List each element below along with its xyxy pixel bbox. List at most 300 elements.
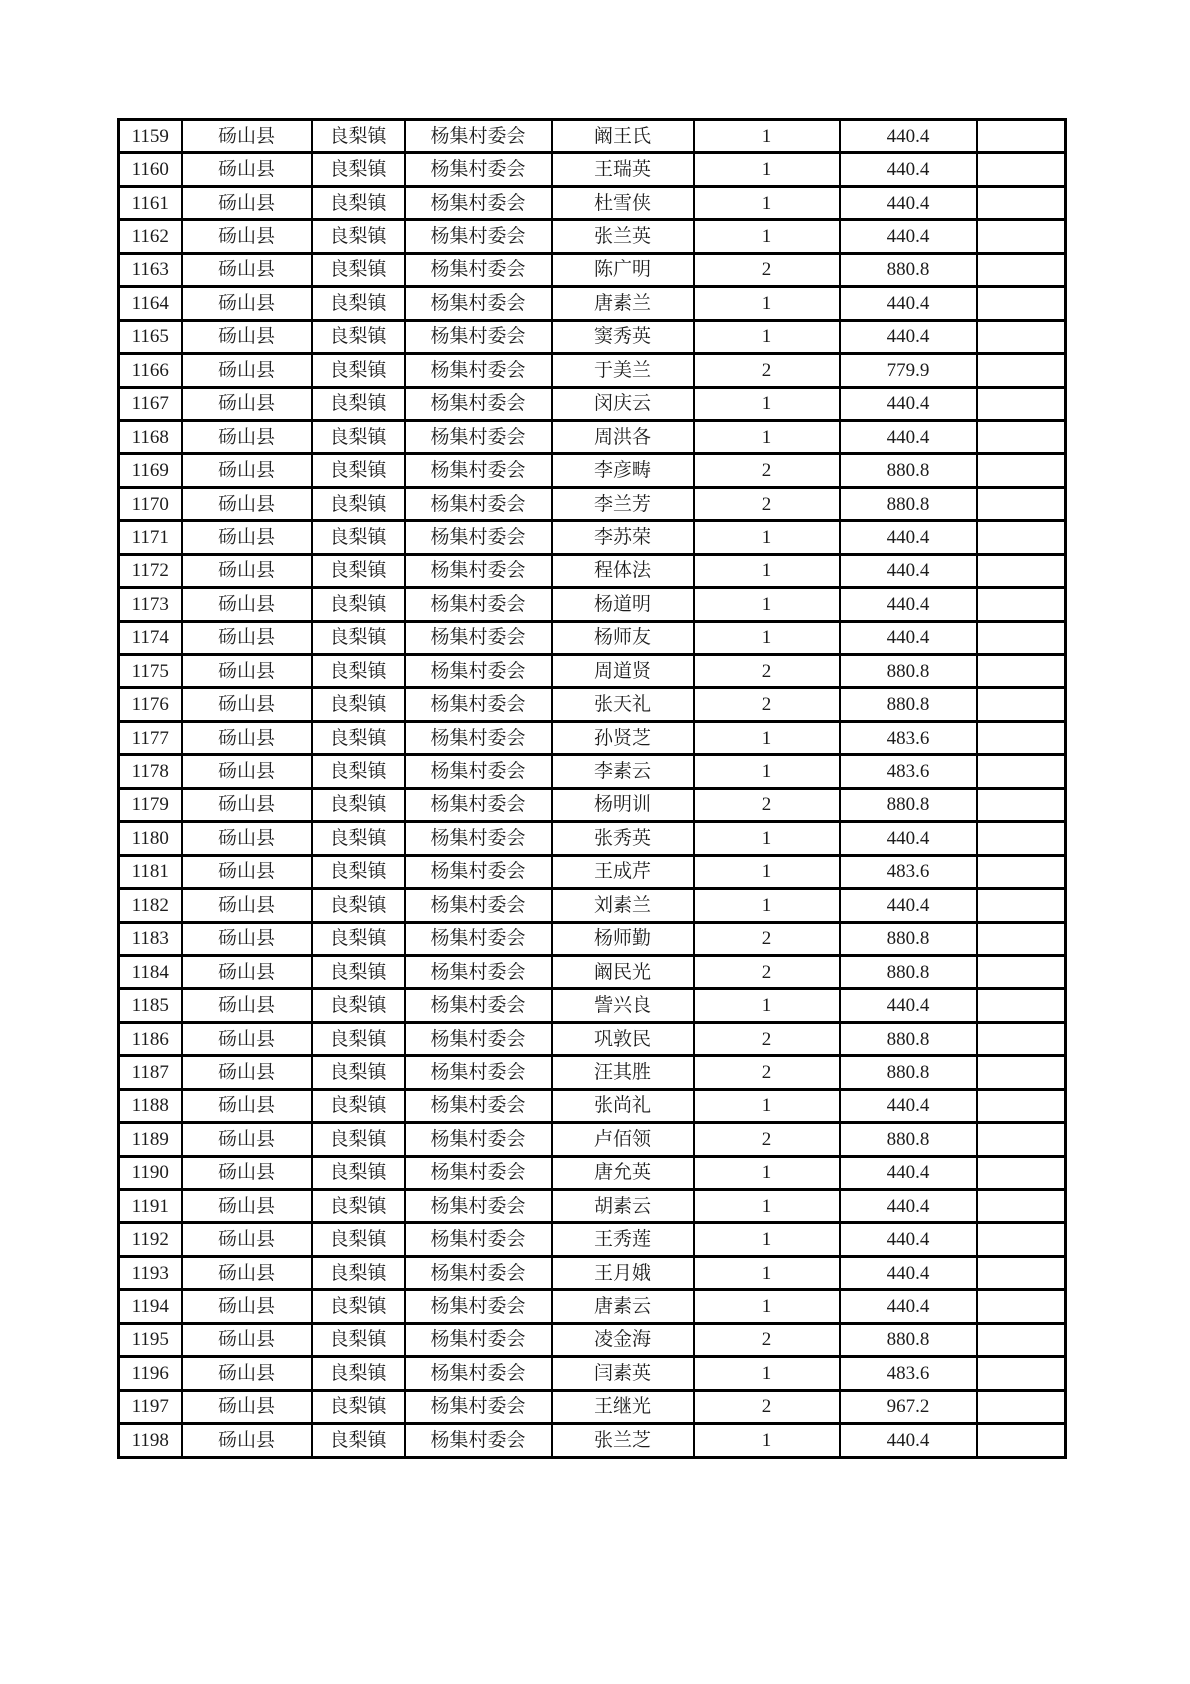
cell-amount: 880.8 <box>840 1022 977 1055</box>
cell-county: 砀山县 <box>182 655 312 688</box>
cell-amount: 880.8 <box>840 1323 977 1356</box>
cell-remark <box>977 655 1066 688</box>
cell-village: 杨集村委会 <box>405 487 552 520</box>
cell-person-count: 1 <box>694 287 840 320</box>
table-row <box>119 454 1066 487</box>
cell-person-count: 1 <box>694 387 840 420</box>
cell-amount: 440.4 <box>840 521 977 554</box>
cell-amount: 440.4 <box>840 1190 977 1223</box>
cell-town: 良梨镇 <box>312 955 405 988</box>
cell-county: 砀山县 <box>182 387 312 420</box>
cell-village: 杨集村委会 <box>405 1290 552 1323</box>
cell-amount: 440.4 <box>840 1089 977 1122</box>
cell-amount: 880.8 <box>840 454 977 487</box>
cell-remark <box>977 621 1066 654</box>
cell-person-count: 1 <box>694 1156 840 1189</box>
cell-person-count: 1 <box>694 1190 840 1223</box>
cell-person-name: 李兰芳 <box>552 487 694 520</box>
cell-row-number: 1159 <box>119 120 182 153</box>
cell-county: 砀山县 <box>182 855 312 888</box>
cell-person-count: 2 <box>694 655 840 688</box>
cell-town: 良梨镇 <box>312 855 405 888</box>
table-row <box>119 554 1066 587</box>
cell-town: 良梨镇 <box>312 588 405 621</box>
cell-remark <box>977 320 1066 353</box>
cell-county: 砀山县 <box>182 922 312 955</box>
cell-row-number: 1182 <box>119 889 182 922</box>
cell-town: 良梨镇 <box>312 554 405 587</box>
cell-county: 砀山县 <box>182 1256 312 1289</box>
cell-person-count: 1 <box>694 621 840 654</box>
cell-person-name: 杨道明 <box>552 588 694 621</box>
cell-village: 杨集村委会 <box>405 1156 552 1189</box>
cell-person-count: 2 <box>694 955 840 988</box>
cell-village: 杨集村委会 <box>405 989 552 1022</box>
cell-person-count: 1 <box>694 153 840 186</box>
cell-remark <box>977 855 1066 888</box>
cell-row-number: 1185 <box>119 989 182 1022</box>
cell-remark <box>977 889 1066 922</box>
cell-person-name: 唐素云 <box>552 1290 694 1323</box>
cell-amount: 880.8 <box>840 1056 977 1089</box>
table-row <box>119 788 1066 821</box>
cell-county: 砀山县 <box>182 822 312 855</box>
cell-county: 砀山县 <box>182 955 312 988</box>
cell-village: 杨集村委会 <box>405 287 552 320</box>
cell-row-number: 1181 <box>119 855 182 888</box>
cell-remark <box>977 153 1066 186</box>
cell-town: 良梨镇 <box>312 822 405 855</box>
cell-row-number: 1196 <box>119 1357 182 1390</box>
cell-remark <box>977 1424 1066 1457</box>
cell-person-name: 唐素兰 <box>552 287 694 320</box>
cell-village: 杨集村委会 <box>405 1123 552 1156</box>
cell-village: 杨集村委会 <box>405 855 552 888</box>
cell-county: 砀山县 <box>182 186 312 219</box>
cell-person-name: 张兰芝 <box>552 1424 694 1457</box>
cell-row-number: 1163 <box>119 253 182 286</box>
cell-row-number: 1180 <box>119 822 182 855</box>
cell-amount: 880.8 <box>840 487 977 520</box>
cell-amount: 880.8 <box>840 655 977 688</box>
cell-amount: 880.8 <box>840 955 977 988</box>
cell-person-count: 2 <box>694 454 840 487</box>
cell-county: 砀山县 <box>182 420 312 453</box>
cell-county: 砀山县 <box>182 1022 312 1055</box>
cell-county: 砀山县 <box>182 1323 312 1356</box>
cell-row-number: 1193 <box>119 1256 182 1289</box>
cell-person-name: 闫素英 <box>552 1357 694 1390</box>
table-row <box>119 387 1066 420</box>
cell-person-count: 1 <box>694 855 840 888</box>
cell-person-name: 王月娥 <box>552 1256 694 1289</box>
cell-town: 良梨镇 <box>312 621 405 654</box>
cell-amount: 880.8 <box>840 1123 977 1156</box>
cell-person-name: 凌金海 <box>552 1323 694 1356</box>
cell-row-number: 1173 <box>119 588 182 621</box>
cell-town: 良梨镇 <box>312 1256 405 1289</box>
cell-county: 砀山县 <box>182 1290 312 1323</box>
cell-village: 杨集村委会 <box>405 621 552 654</box>
cell-county: 砀山县 <box>182 287 312 320</box>
cell-amount: 967.2 <box>840 1390 977 1423</box>
table-row <box>119 153 1066 186</box>
cell-person-count: 2 <box>694 1323 840 1356</box>
cell-town: 良梨镇 <box>312 387 405 420</box>
cell-county: 砀山县 <box>182 1056 312 1089</box>
cell-remark <box>977 1223 1066 1256</box>
cell-remark <box>977 387 1066 420</box>
cell-row-number: 1188 <box>119 1089 182 1122</box>
cell-person-name: 程体法 <box>552 554 694 587</box>
cell-person-count: 1 <box>694 420 840 453</box>
cell-person-name: 李苏荣 <box>552 521 694 554</box>
cell-person-name: 李素云 <box>552 755 694 788</box>
cell-row-number: 1186 <box>119 1022 182 1055</box>
table-row <box>119 1156 1066 1189</box>
cell-village: 杨集村委会 <box>405 1056 552 1089</box>
table-row <box>119 822 1066 855</box>
cell-amount: 483.6 <box>840 1357 977 1390</box>
cell-remark <box>977 1056 1066 1089</box>
cell-person-name: 王成芹 <box>552 855 694 888</box>
cell-village: 杨集村委会 <box>405 1256 552 1289</box>
cell-county: 砀山县 <box>182 688 312 721</box>
cell-amount: 880.8 <box>840 688 977 721</box>
cell-person-count: 1 <box>694 1424 840 1457</box>
cell-county: 砀山县 <box>182 454 312 487</box>
cell-person-name: 阚王氏 <box>552 120 694 153</box>
cell-village: 杨集村委会 <box>405 253 552 286</box>
cell-person-name: 张秀英 <box>552 822 694 855</box>
cell-remark <box>977 688 1066 721</box>
cell-remark <box>977 822 1066 855</box>
table-row <box>119 721 1066 754</box>
cell-remark <box>977 788 1066 821</box>
cell-row-number: 1167 <box>119 387 182 420</box>
table-row <box>119 1357 1066 1390</box>
cell-town: 良梨镇 <box>312 320 405 353</box>
cell-row-number: 1176 <box>119 688 182 721</box>
cell-town: 良梨镇 <box>312 655 405 688</box>
cell-town: 良梨镇 <box>312 1390 405 1423</box>
cell-person-name: 周道贤 <box>552 655 694 688</box>
cell-person-count: 2 <box>694 1022 840 1055</box>
cell-remark <box>977 955 1066 988</box>
cell-amount: 483.6 <box>840 755 977 788</box>
cell-person-name: 杨师友 <box>552 621 694 654</box>
cell-person-count: 1 <box>694 588 840 621</box>
cell-person-count: 1 <box>694 220 840 253</box>
table-row <box>119 1390 1066 1423</box>
cell-row-number: 1170 <box>119 487 182 520</box>
cell-person-name: 闵庆云 <box>552 387 694 420</box>
cell-town: 良梨镇 <box>312 1357 405 1390</box>
table-row <box>119 1089 1066 1122</box>
cell-amount: 440.4 <box>840 822 977 855</box>
table-row <box>119 922 1066 955</box>
cell-county: 砀山县 <box>182 889 312 922</box>
cell-town: 良梨镇 <box>312 287 405 320</box>
cell-town: 良梨镇 <box>312 120 405 153</box>
cell-row-number: 1195 <box>119 1323 182 1356</box>
cell-amount: 440.4 <box>840 554 977 587</box>
cell-remark <box>977 1256 1066 1289</box>
cell-person-name: 张尚礼 <box>552 1089 694 1122</box>
table-row <box>119 855 1066 888</box>
cell-row-number: 1171 <box>119 521 182 554</box>
table-row <box>119 621 1066 654</box>
cell-amount: 483.6 <box>840 855 977 888</box>
table-row <box>119 989 1066 1022</box>
cell-person-name: 周洪各 <box>552 420 694 453</box>
cell-village: 杨集村委会 <box>405 1390 552 1423</box>
cell-village: 杨集村委会 <box>405 955 552 988</box>
cell-person-count: 2 <box>694 788 840 821</box>
table-row <box>119 487 1066 520</box>
cell-village: 杨集村委会 <box>405 554 552 587</box>
cell-person-name: 张天礼 <box>552 688 694 721</box>
cell-village: 杨集村委会 <box>405 454 552 487</box>
cell-remark <box>977 922 1066 955</box>
cell-amount: 440.4 <box>840 120 977 153</box>
cell-village: 杨集村委会 <box>405 186 552 219</box>
cell-amount: 440.4 <box>840 320 977 353</box>
data-table <box>117 118 1067 1459</box>
cell-remark <box>977 354 1066 387</box>
table-row <box>119 1190 1066 1223</box>
cell-person-name: 汪其胜 <box>552 1056 694 1089</box>
cell-person-count: 1 <box>694 521 840 554</box>
cell-row-number: 1168 <box>119 420 182 453</box>
table-row <box>119 220 1066 253</box>
cell-remark <box>977 1123 1066 1156</box>
cell-village: 杨集村委会 <box>405 320 552 353</box>
cell-row-number: 1190 <box>119 1156 182 1189</box>
cell-row-number: 1194 <box>119 1290 182 1323</box>
cell-remark <box>977 1190 1066 1223</box>
cell-village: 杨集村委会 <box>405 1022 552 1055</box>
table-row <box>119 287 1066 320</box>
cell-village: 杨集村委会 <box>405 588 552 621</box>
cell-remark <box>977 554 1066 587</box>
cell-county: 砀山县 <box>182 1390 312 1423</box>
cell-county: 砀山县 <box>182 487 312 520</box>
cell-row-number: 1165 <box>119 320 182 353</box>
table-row <box>119 955 1066 988</box>
cell-amount: 440.4 <box>840 621 977 654</box>
cell-remark <box>977 1390 1066 1423</box>
cell-amount: 440.4 <box>840 889 977 922</box>
cell-row-number: 1174 <box>119 621 182 654</box>
cell-remark <box>977 721 1066 754</box>
cell-person-name: 王继光 <box>552 1390 694 1423</box>
cell-village: 杨集村委会 <box>405 1190 552 1223</box>
cell-person-count: 1 <box>694 320 840 353</box>
cell-village: 杨集村委会 <box>405 721 552 754</box>
cell-county: 砀山县 <box>182 1123 312 1156</box>
table-row <box>119 420 1066 453</box>
table-row <box>119 1056 1066 1089</box>
cell-town: 良梨镇 <box>312 989 405 1022</box>
cell-person-name: 訾兴良 <box>552 989 694 1022</box>
cell-row-number: 1166 <box>119 354 182 387</box>
cell-person-count: 1 <box>694 822 840 855</box>
cell-remark <box>977 1089 1066 1122</box>
table-row <box>119 120 1066 153</box>
cell-village: 杨集村委会 <box>405 1089 552 1122</box>
table-row <box>119 1223 1066 1256</box>
cell-row-number: 1169 <box>119 454 182 487</box>
cell-town: 良梨镇 <box>312 922 405 955</box>
table-row <box>119 1323 1066 1356</box>
cell-town: 良梨镇 <box>312 220 405 253</box>
cell-town: 良梨镇 <box>312 487 405 520</box>
cell-remark <box>977 287 1066 320</box>
cell-amount: 440.4 <box>840 989 977 1022</box>
cell-amount: 440.4 <box>840 186 977 219</box>
cell-person-count: 1 <box>694 1089 840 1122</box>
table-row <box>119 688 1066 721</box>
table-body <box>119 120 1066 1458</box>
cell-county: 砀山县 <box>182 588 312 621</box>
cell-county: 砀山县 <box>182 521 312 554</box>
cell-village: 杨集村委会 <box>405 120 552 153</box>
cell-town: 良梨镇 <box>312 1156 405 1189</box>
cell-amount: 880.8 <box>840 922 977 955</box>
cell-county: 砀山县 <box>182 1089 312 1122</box>
cell-person-count: 2 <box>694 253 840 286</box>
cell-row-number: 1184 <box>119 955 182 988</box>
table-row <box>119 354 1066 387</box>
cell-row-number: 1179 <box>119 788 182 821</box>
cell-county: 砀山县 <box>182 120 312 153</box>
cell-town: 良梨镇 <box>312 1022 405 1055</box>
cell-person-name: 于美兰 <box>552 354 694 387</box>
cell-village: 杨集村委会 <box>405 688 552 721</box>
table-row <box>119 755 1066 788</box>
cell-town: 良梨镇 <box>312 1223 405 1256</box>
cell-county: 砀山县 <box>182 989 312 1022</box>
cell-person-name: 巩敦民 <box>552 1022 694 1055</box>
cell-remark <box>977 487 1066 520</box>
cell-person-name: 张兰英 <box>552 220 694 253</box>
table-row <box>119 1256 1066 1289</box>
cell-village: 杨集村委会 <box>405 521 552 554</box>
cell-remark <box>977 253 1066 286</box>
cell-county: 砀山县 <box>182 721 312 754</box>
cell-town: 良梨镇 <box>312 721 405 754</box>
cell-person-name: 卢佰领 <box>552 1123 694 1156</box>
cell-town: 良梨镇 <box>312 1190 405 1223</box>
table-row <box>119 186 1066 219</box>
cell-person-count: 2 <box>694 688 840 721</box>
cell-remark <box>977 1022 1066 1055</box>
table-row <box>119 1123 1066 1156</box>
cell-row-number: 1192 <box>119 1223 182 1256</box>
cell-person-count: 2 <box>694 1390 840 1423</box>
cell-county: 砀山县 <box>182 1190 312 1223</box>
cell-person-name: 李彦畴 <box>552 454 694 487</box>
cell-village: 杨集村委会 <box>405 420 552 453</box>
cell-person-name: 胡素云 <box>552 1190 694 1223</box>
cell-row-number: 1183 <box>119 922 182 955</box>
cell-amount: 440.4 <box>840 1223 977 1256</box>
cell-row-number: 1197 <box>119 1390 182 1423</box>
cell-amount: 440.4 <box>840 287 977 320</box>
cell-amount: 440.4 <box>840 420 977 453</box>
cell-remark <box>977 220 1066 253</box>
cell-county: 砀山县 <box>182 354 312 387</box>
cell-town: 良梨镇 <box>312 1424 405 1457</box>
cell-town: 良梨镇 <box>312 454 405 487</box>
cell-county: 砀山县 <box>182 253 312 286</box>
cell-county: 砀山县 <box>182 554 312 587</box>
cell-amount: 440.4 <box>840 1424 977 1457</box>
cell-amount: 440.4 <box>840 1290 977 1323</box>
cell-county: 砀山县 <box>182 320 312 353</box>
cell-town: 良梨镇 <box>312 253 405 286</box>
cell-row-number: 1162 <box>119 220 182 253</box>
cell-person-count: 1 <box>694 554 840 587</box>
cell-person-name: 刘素兰 <box>552 889 694 922</box>
cell-county: 砀山县 <box>182 1357 312 1390</box>
cell-person-name: 王瑞英 <box>552 153 694 186</box>
cell-person-count: 2 <box>694 922 840 955</box>
cell-amount: 440.4 <box>840 1156 977 1189</box>
cell-village: 杨集村委会 <box>405 220 552 253</box>
cell-amount: 440.4 <box>840 153 977 186</box>
cell-person-name: 窦秀英 <box>552 320 694 353</box>
cell-person-count: 2 <box>694 1056 840 1089</box>
cell-remark <box>977 1357 1066 1390</box>
cell-person-name: 孙贤芝 <box>552 721 694 754</box>
cell-town: 良梨镇 <box>312 1323 405 1356</box>
table-row <box>119 889 1066 922</box>
cell-person-name: 杜雪侠 <box>552 186 694 219</box>
cell-row-number: 1161 <box>119 186 182 219</box>
table-row <box>119 655 1066 688</box>
cell-remark <box>977 755 1066 788</box>
cell-amount: 440.4 <box>840 387 977 420</box>
cell-remark <box>977 1156 1066 1189</box>
cell-remark <box>977 1323 1066 1356</box>
cell-row-number: 1189 <box>119 1123 182 1156</box>
table-row <box>119 588 1066 621</box>
cell-row-number: 1178 <box>119 755 182 788</box>
cell-town: 良梨镇 <box>312 420 405 453</box>
cell-row-number: 1160 <box>119 153 182 186</box>
cell-row-number: 1164 <box>119 287 182 320</box>
cell-remark <box>977 521 1066 554</box>
cell-row-number: 1191 <box>119 1190 182 1223</box>
cell-amount: 440.4 <box>840 220 977 253</box>
cell-person-name: 陈广明 <box>552 253 694 286</box>
cell-village: 杨集村委会 <box>405 755 552 788</box>
cell-person-count: 2 <box>694 487 840 520</box>
cell-person-name: 唐允英 <box>552 1156 694 1189</box>
cell-village: 杨集村委会 <box>405 1323 552 1356</box>
cell-town: 良梨镇 <box>312 755 405 788</box>
cell-village: 杨集村委会 <box>405 1357 552 1390</box>
cell-county: 砀山县 <box>182 621 312 654</box>
table-row <box>119 1424 1066 1457</box>
cell-row-number: 1198 <box>119 1424 182 1457</box>
cell-amount: 880.8 <box>840 253 977 286</box>
cell-town: 良梨镇 <box>312 186 405 219</box>
cell-town: 良梨镇 <box>312 1290 405 1323</box>
cell-remark <box>977 989 1066 1022</box>
